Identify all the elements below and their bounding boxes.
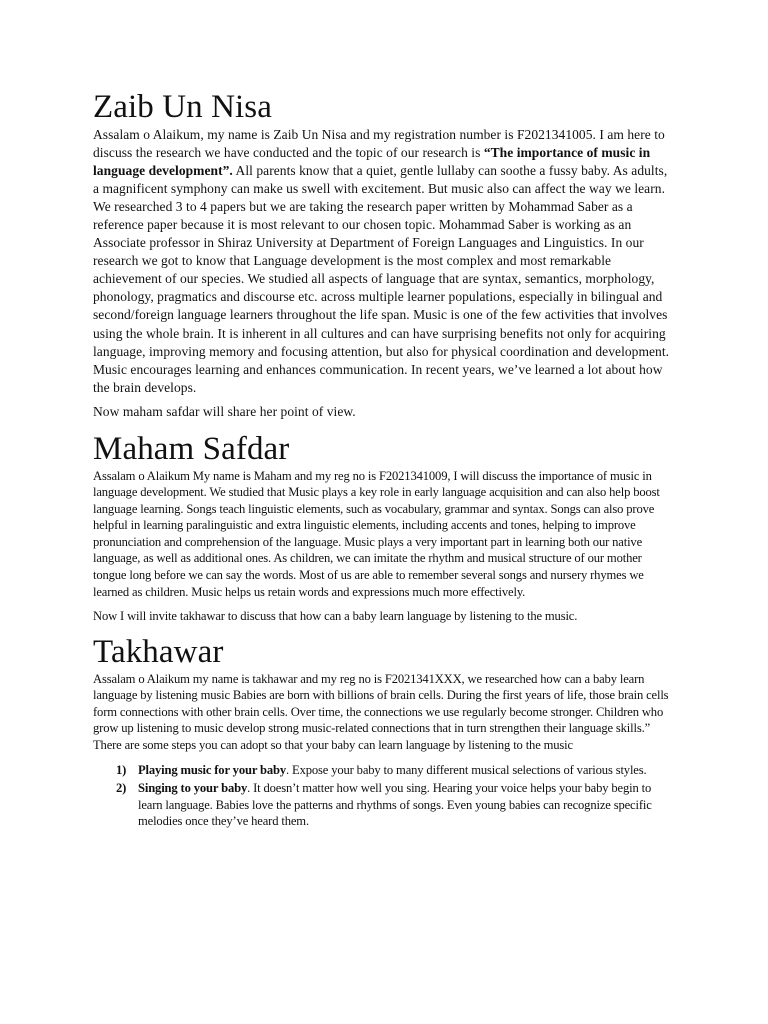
list-item-title: Playing music for your baby bbox=[138, 763, 287, 778]
list-item-number: 2) bbox=[116, 780, 127, 795]
section-body-maham-safdar bbox=[93, 468, 676, 625]
list-item-number: 1) bbox=[116, 763, 127, 778]
paragraph-maham-handoff: Now I will invite takhawar to discuss that how can a baby learn language by listening to the music. bbox=[93, 609, 578, 624]
paragraph-takhawar-intro: Assalam o Alaikum my name is takhawar and my reg no is F2021341XXX, we researched how can a baby learn language by listening music Babies are born with billions of brain cells. During the first years of life, those brain cells form connections with other brain cells. Over time, the connections we use regularly become stronger. Children who grow up listening to music develop strong music-related connections that in turn strengthen their language skills.” There are some steps you can adopt so that your baby can learn language by listening to the music bbox=[93, 671, 669, 752]
paragraph-zaib-handoff: Now maham safdar will share her point of view. bbox=[93, 403, 356, 419]
section-body-takhawar bbox=[93, 671, 676, 830]
section-heading-zaib-un-nisa: Zaib Un Nisa bbox=[93, 89, 272, 125]
research-topic-bold: “The importance of music in language development”. bbox=[93, 145, 651, 179]
paragraph-zaib-intro bbox=[93, 126, 676, 397]
section-heading-maham-safdar: Maham Safdar bbox=[93, 430, 290, 467]
paragraph-text: Assalam o Alaikum, my name is Zaib Un Nisa and my registration number is F2021341005. I am here to discuss the research we have conducted and the topic of our research is bbox=[93, 127, 665, 161]
steps-list bbox=[93, 762, 676, 829]
list-item-title: Singing to your baby bbox=[138, 780, 248, 795]
list-item-text: . It doesn’t matter how well you sing. Hearing your voice helps your baby begin to learn language. Babies love the patterns and rhythms of songs. Even young babies can recognize specific melodies once they’ve heard them. bbox=[138, 780, 652, 829]
list-item-text: . Expose your baby to many different musical selections of various styles. bbox=[286, 763, 647, 778]
list-item bbox=[93, 762, 676, 779]
list-item bbox=[93, 780, 676, 830]
paragraph-text: All parents know that a quiet, gentle lullaby can soothe a fussy baby. As adults, a magnificent symphony can make us swell with excitement. But music also can affect the way we learn. We researched 3 to 4 papers but we are taking the research paper written by Mohammad Saber as a reference paper because it is most relevant to our chosen topic. Mohammad Saber is working as an Associate professor in Shiraz University at Department of Foreign Languages and Linguistics. In our research we got to know that Language development is the most complex and most remarkable achievement of our species. We studied all aspects of language that are syntax, semantics, morphology, phonology, pragmatics and discourse etc. across multiple learner populations, especially in bilingual and second/foreign language learners throughout the life span. Music is one of the few activities that involves using the whole brain. It is inherent in all cultures and can have surprising benefits not only for acquiring language, improving memory and focusing attention, but also for physical coordination and development. Music encourages learning and enhances communication. In recent years, we’ve learned a lot about how the brain develops. bbox=[93, 163, 670, 395]
section-body-zaib-un-nisa bbox=[93, 126, 676, 421]
section-heading-takhawar: Takhawar bbox=[93, 633, 224, 670]
paragraph-maham-intro: Assalam o Alaikum My name is Maham and my reg no is F2021341009, I will discuss the importance of music in language development. We studied that Music plays a key role in early language acquisition and can also help boost language learning. Songs teach linguistic elements, such as vocabulary, grammar and syntax. Songs can also prove helpful in learning paralinguistic and extra linguistic elements, including accents and tones, helping to improve pronunciation and comprehension of the language. Music plays a very important part in learning both our native language, as well as additional ones. As children, we can imitate the rhythm and musical structure of our mother tongue long before we can say the words. Most of us are able to remember several songs and nursery rhymes we learned as children. Music helps us retain words and expressions much more effectively. bbox=[93, 468, 660, 599]
